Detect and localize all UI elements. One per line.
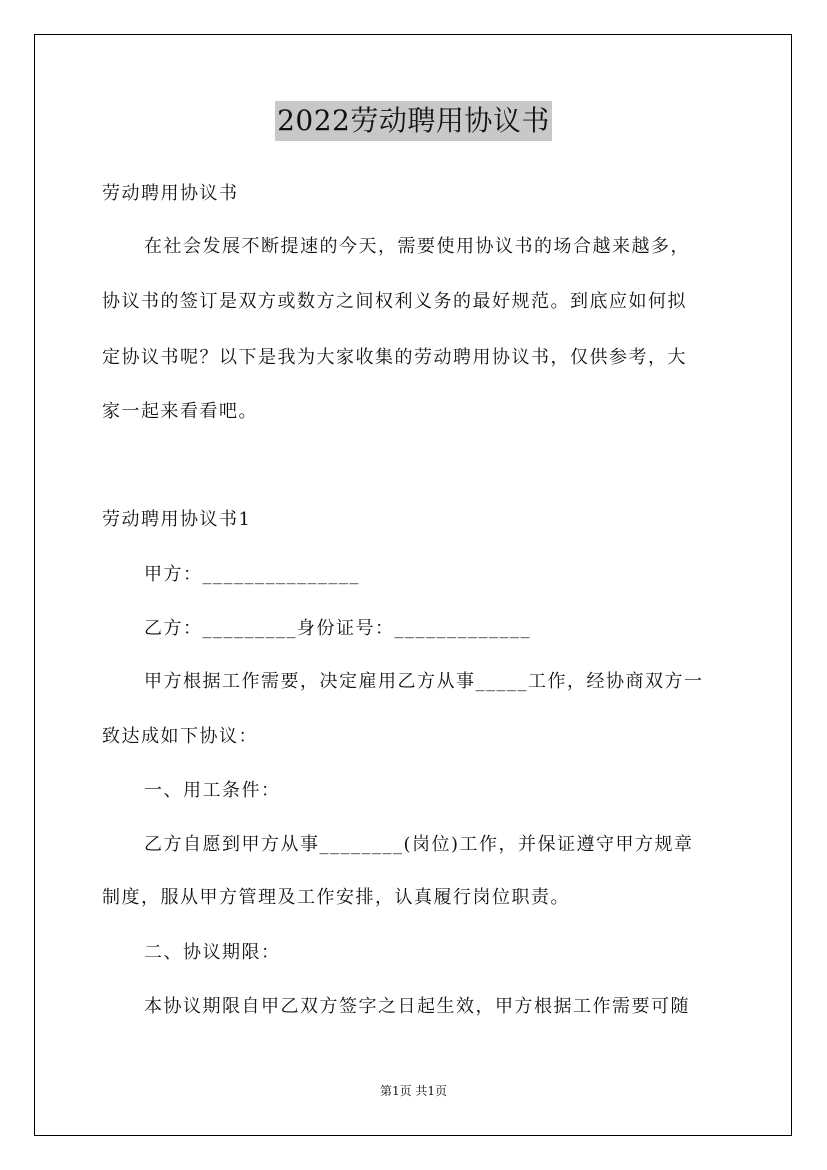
document-title: 2022劳动聘用协议书 [275, 101, 552, 141]
party-a-line: 甲方：_______________ [144, 564, 360, 585]
paragraph-line: 在社会发展不断提速的今天，需要使用协议书的场合越来越多， [144, 236, 690, 257]
section-heading-intro: 劳动聘用协议书 [102, 183, 239, 204]
paragraph-line: 乙方自愿到甲方从事________(岗位)工作，并保证遵守甲方规章 [144, 834, 694, 855]
party-b-line: 乙方：_________身份证号：_____________ [144, 618, 531, 639]
paragraph-line: 定协议书呢？以下是我为大家收集的劳动聘用协议书，仅供参考，大 [102, 347, 687, 368]
paragraph-line: 制度，服从甲方管理及工作安排，认真履行岗位职责。 [102, 887, 570, 908]
section-heading-agreement-1: 劳动聘用协议书1 [102, 509, 252, 530]
paragraph-line: 本协议期限自甲乙双方签字之日起生效，甲方根据工作需要可随 [144, 996, 690, 1017]
paragraph-line: 协议书的签订是双方或数方之间权利义务的最好规范。到底应如何拟 [102, 291, 687, 312]
paragraph-line: 致达成如下协议： [102, 726, 258, 747]
paragraph-line: 甲方根据工作需要，决定雇用乙方从事_____工作，经协商双方一 [144, 671, 704, 692]
clause-heading-agreement-term: 二、协议期限： [144, 942, 281, 963]
clause-heading-employment-conditions: 一、用工条件： [144, 780, 281, 801]
title-container [0, 101, 827, 141]
page-footer: 第1页 共1页 [379, 1084, 448, 1098]
paragraph-line: 家一起来看看吧。 [102, 401, 258, 422]
